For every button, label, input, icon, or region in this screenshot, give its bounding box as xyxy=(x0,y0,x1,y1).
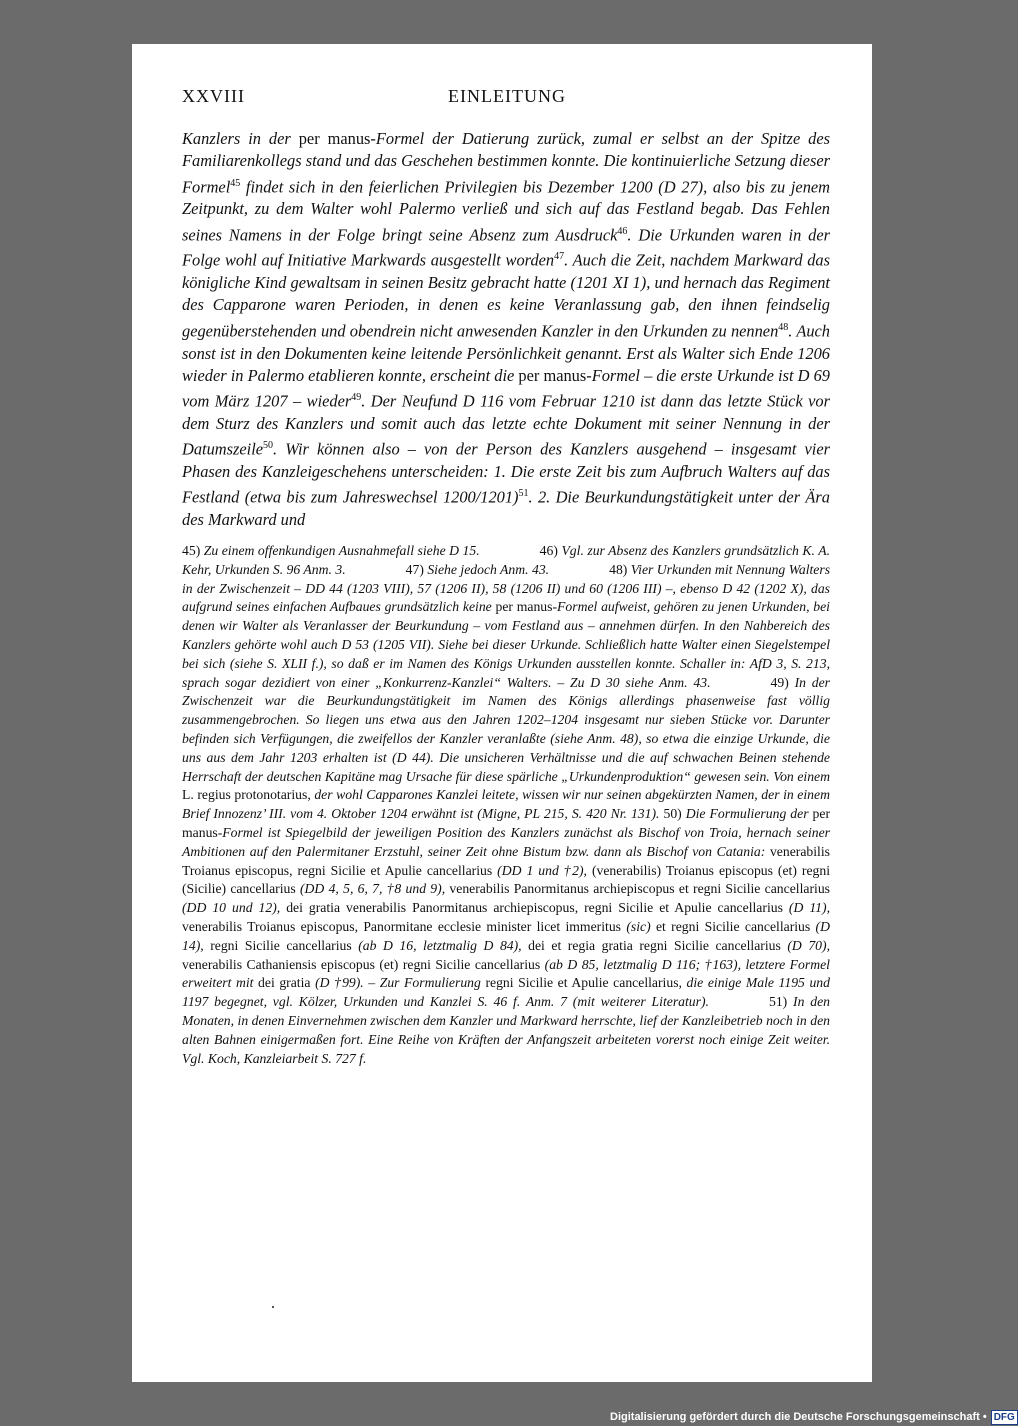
footnote-text: Formel aufweist, gehören zu jenen Urkunden, bei denen wir Walter als Veranlasser der Beurkundung – vom Festland aus – annehmen dürfen. In den Nahbereich des Kanzlers gehörte wohl auch D 53 (1205 VII). Siehe bei dieser Urkunde. Schließlich hatte Walter einen Siegelstempel bei sich (siehe S. XLII f.), so daß er im Namen des Königs Urkunden ausstellen konnte. Schaller in: AfD 3, S. 213, sprach sogar dezidiert von einer „Konkurrenz-Kanzlei“ Walters. – Zu D 30 siehe Anm. 43. xyxy=(182,599,830,690)
footnote-number: 46) xyxy=(539,543,558,558)
footnote-text-upright: dei gratia venerabilis Panormitanus archiepiscopus, regni Sicilie et Apulie cancellarius xyxy=(286,900,783,916)
text-segment: Formel – die erste Urkunde ist D 69 vom März 1207 – wieder xyxy=(182,365,830,411)
footnote-ref[interactable]: 51 xyxy=(518,488,529,500)
footnote-text: (sic) xyxy=(621,918,656,934)
text-segment-upright: per manus- xyxy=(518,365,592,385)
footnote-ref[interactable]: 47 xyxy=(554,251,565,263)
footnote-text-upright: venerabilis Troianus episcopus, regni Sicilie et Apulie cancellarius xyxy=(182,843,830,878)
footnote-number: 47) xyxy=(405,561,424,577)
page-number: XXVIII xyxy=(182,86,245,106)
footnote-text: (D 70), xyxy=(780,937,830,953)
page-header xyxy=(182,86,832,110)
footnote-text: In den Monaten, in denen Einvernehmen zwischen dem Kanzler und Markward herrschte, lief der Kanzleibetrieb noch in den alten Bahnen einigermaßen fort. Eine Reihe von Kräften der Anfangszeit arbeiteten vorerst noch einige Zeit weiter. Vgl. Koch, Kanzleiarbeit S. 727 f. xyxy=(182,994,831,1066)
text-segment: . Der Neufund D 116 vom Februar 1210 ist dann das letzte Stück vor dem Sturz des Kanzlers und somit auch das letzte echte Dokument mit seiner Nennung in der Datumszeile xyxy=(182,391,831,459)
footnote-text: (DD 1 und †2), xyxy=(492,862,592,878)
footnote-ref[interactable]: 50 xyxy=(263,440,274,452)
footnote-text: (D 14), xyxy=(182,918,830,953)
footnote-text-upright: et regni Sicilie cancellarius xyxy=(655,918,811,934)
footnote-text-upright: dei et regia gratia regni Sicilie cancellarius xyxy=(528,937,781,953)
text-segment: Formel der Datierung zurück, zumal er selbst an der Spitze des Familiarenkollegs stand und das Geschehen bestimmen konnte. Die kontinuierliche Setzung dieser Formel xyxy=(182,129,831,197)
footnote-text-upright: per manus- xyxy=(495,599,558,615)
footnote-text-upright: per manus- xyxy=(182,806,831,840)
footnote-text: Zu einem offenkundigen Ausnahmefall siehe D 15. xyxy=(203,543,480,558)
text-segment: findet sich in den feierlichen Privilegien bis Dezember 1200 (D 27), also bis zu jenem Zeitpunkt, zu dem Walter wohl Palermo verließ und sich auf das Festland begab. Das Fehlen seines Namens in der Folge bringt seine Absenz zum Ausdruck xyxy=(182,177,830,245)
footnote-text-upright: venerabilis Panormitanus archiepiscopus et regni Sicilie cancellarius xyxy=(449,881,830,897)
footnote-text-upright: (venerabilis) Troianus episcopus (et) regni (Sicilie) cancellarius xyxy=(182,862,831,897)
footnote-text: der wohl Capparones Kanzlei leitete, wissen wir nur seinen abgekürzten Namen, der in einem Brief Innozenz’ III. vom 4. Oktober 1204 erwähnt ist (Migne, PL 215, S. 420 Nr. 131). xyxy=(182,787,830,822)
footnote-number: 51) xyxy=(768,994,788,1010)
footnote-text: (DD 10 und 12), xyxy=(182,900,287,916)
digitization-credit xyxy=(610,1409,1018,1425)
main-text xyxy=(182,128,830,531)
footnote-text: (D 11), xyxy=(782,900,831,916)
footnote-text: (DD 4, 5, 6, 7, †8 und 9), xyxy=(295,881,450,897)
footnote-text: die einige Male 1195 und 1197 begegnet, vgl. Kölzer, Urkunden und Kanzlei S. 46 f. Anm. 7 (mit weiterer Literatur). xyxy=(182,975,830,1010)
footnote-ref[interactable]: 46 xyxy=(617,225,628,237)
footnote-text: In der Zwischenzeit war die Beurkundungstätigkeit im Namen des Königs allerdings phasenweise fast völlig zusammengebrochen. So liegen uns etwa aus den Jahren 1202–1204 insgesamt nur sieben Stücke vor. Darunter befinden sich Verfügungen, die zweifellos der Kanzler veranlaßte (siehe Anm. 48), so etwa die einzige Urkunde, die uns aus dem Jahr 1203 erhalten ist (D 44). Die unsicheren Verhältnisse und die auf schwachen Beinen stehende Herrschaft der deutschen Kapitäne mag Ursache für diese spärliche „Urkundenproduktion“ gewesen sein. Von einem xyxy=(182,674,831,784)
footnote-ref[interactable]: 49 xyxy=(351,392,362,404)
footnote-text-upright: regni Sicilie et Apulie cancellarius, xyxy=(485,975,682,991)
footnote-text-upright: venerabilis Cathaniensis episcopus (et) regni Sicilie cancellarius xyxy=(182,956,541,972)
footnote-number: 45) xyxy=(182,543,201,558)
text-segment: . Auch die Zeit, nachdem Markward das königliche Kind gewaltsam in seinen Besitz gebracht hatte (1201 XI 1), und hernach das Regiment des Capparone waren Perioden, in denen es keine Veranlassung gab, den ihnen feindselig gegenüberstehenden und obendrein nicht anwesenden Kanzler in den Urkunden zu nennen xyxy=(182,250,831,341)
footnote-number: 50) xyxy=(663,806,682,822)
footnote-number: 48) xyxy=(609,561,628,577)
text-segment: . Die Urkunden waren in der Folge wohl auf Initiative Markwards ausgestellt worden xyxy=(182,225,830,270)
footnote-text: Die Formulierung der xyxy=(685,806,813,822)
text-segment: . Auch sonst ist in den Dokumenten keine leitende Persönlichkeit genannt. Erst als Walter sich Ende 1206 wieder in Palermo etablieren konnte, erscheint die xyxy=(182,321,831,385)
footnote-text: Vgl. zur Absenz des Kanzlers grundsätzlich K. A. Kehr, Urkunden S. 96 Anm. 3. xyxy=(182,543,831,577)
footnote-text: Vier Urkunden mit Nennung Walters in der Zwischenzeit – DD 44 (1203 VIII), 57 (1206 II), 58 (1206 II) und 60 (1206 III) –, ebenso D 42 (1202 X), das aufgrund seines einfachen Aufbaues grundsätzlich keine xyxy=(182,561,831,615)
footnote-text: (ab D 16, letztmalig D 84), xyxy=(351,937,529,953)
footnote-text: (ab D 85, letztmalig D 116; †163), letztere Formel erweitert mit xyxy=(182,956,830,991)
footnote-ref[interactable]: 48 xyxy=(778,321,789,333)
footnote-text-upright: regni Sicilie cancellarius xyxy=(210,937,352,953)
footnote-text: Siehe jedoch Anm. 43. xyxy=(427,561,550,577)
text-segment: . Wir können also – von der Person des Kanzlers ausgehend – insgesamt vier Phasen des Kanzleigeschehens unterscheiden: 1. Die erste Zeit bis zum Aufbruch Walters auf das Festland (etwa bis zum Jahreswechsel 1200/1201) xyxy=(182,439,830,507)
document-page xyxy=(132,44,872,1382)
footnote-number: 49) xyxy=(770,674,789,690)
text-segment-upright: per manus- xyxy=(298,129,376,148)
credit-text: Digitalisierung gefördert durch die Deutsche Forschungsgemeinschaft • xyxy=(610,1411,987,1423)
text-segment: Kanzlers in der xyxy=(182,129,299,148)
footnote-text: (D †99). – Zur Formulierung xyxy=(310,975,486,991)
text-segment: . 2. Die Beurkundungstätigkeit unter der Ära des Markward und xyxy=(182,487,830,530)
dfg-logo-icon: DFG xyxy=(991,1410,1018,1425)
stray-mark xyxy=(272,1306,274,1308)
footnote-text-upright: dei gratia xyxy=(258,975,311,991)
footnote-ref[interactable]: 45 xyxy=(230,177,241,189)
footnotes xyxy=(182,542,830,1068)
footnote-text: Formel ist Spiegelbild der jeweiligen Position des Kanzlers zunächst als Bischof von Troia, hernach seiner Ambitionen auf den Palermitaner Erzstuhl, seiner Zeit ohne Bistum bzw. dann als Bischof von Catania: xyxy=(182,824,830,859)
footnote-text-upright: venerabilis Troianus episcopus, Panormitane ecclesie minister licet immeritus xyxy=(182,918,621,934)
running-title: EINLEITUNG xyxy=(448,86,566,106)
footnote-text-upright: L. regius protonotarius, xyxy=(182,787,311,803)
